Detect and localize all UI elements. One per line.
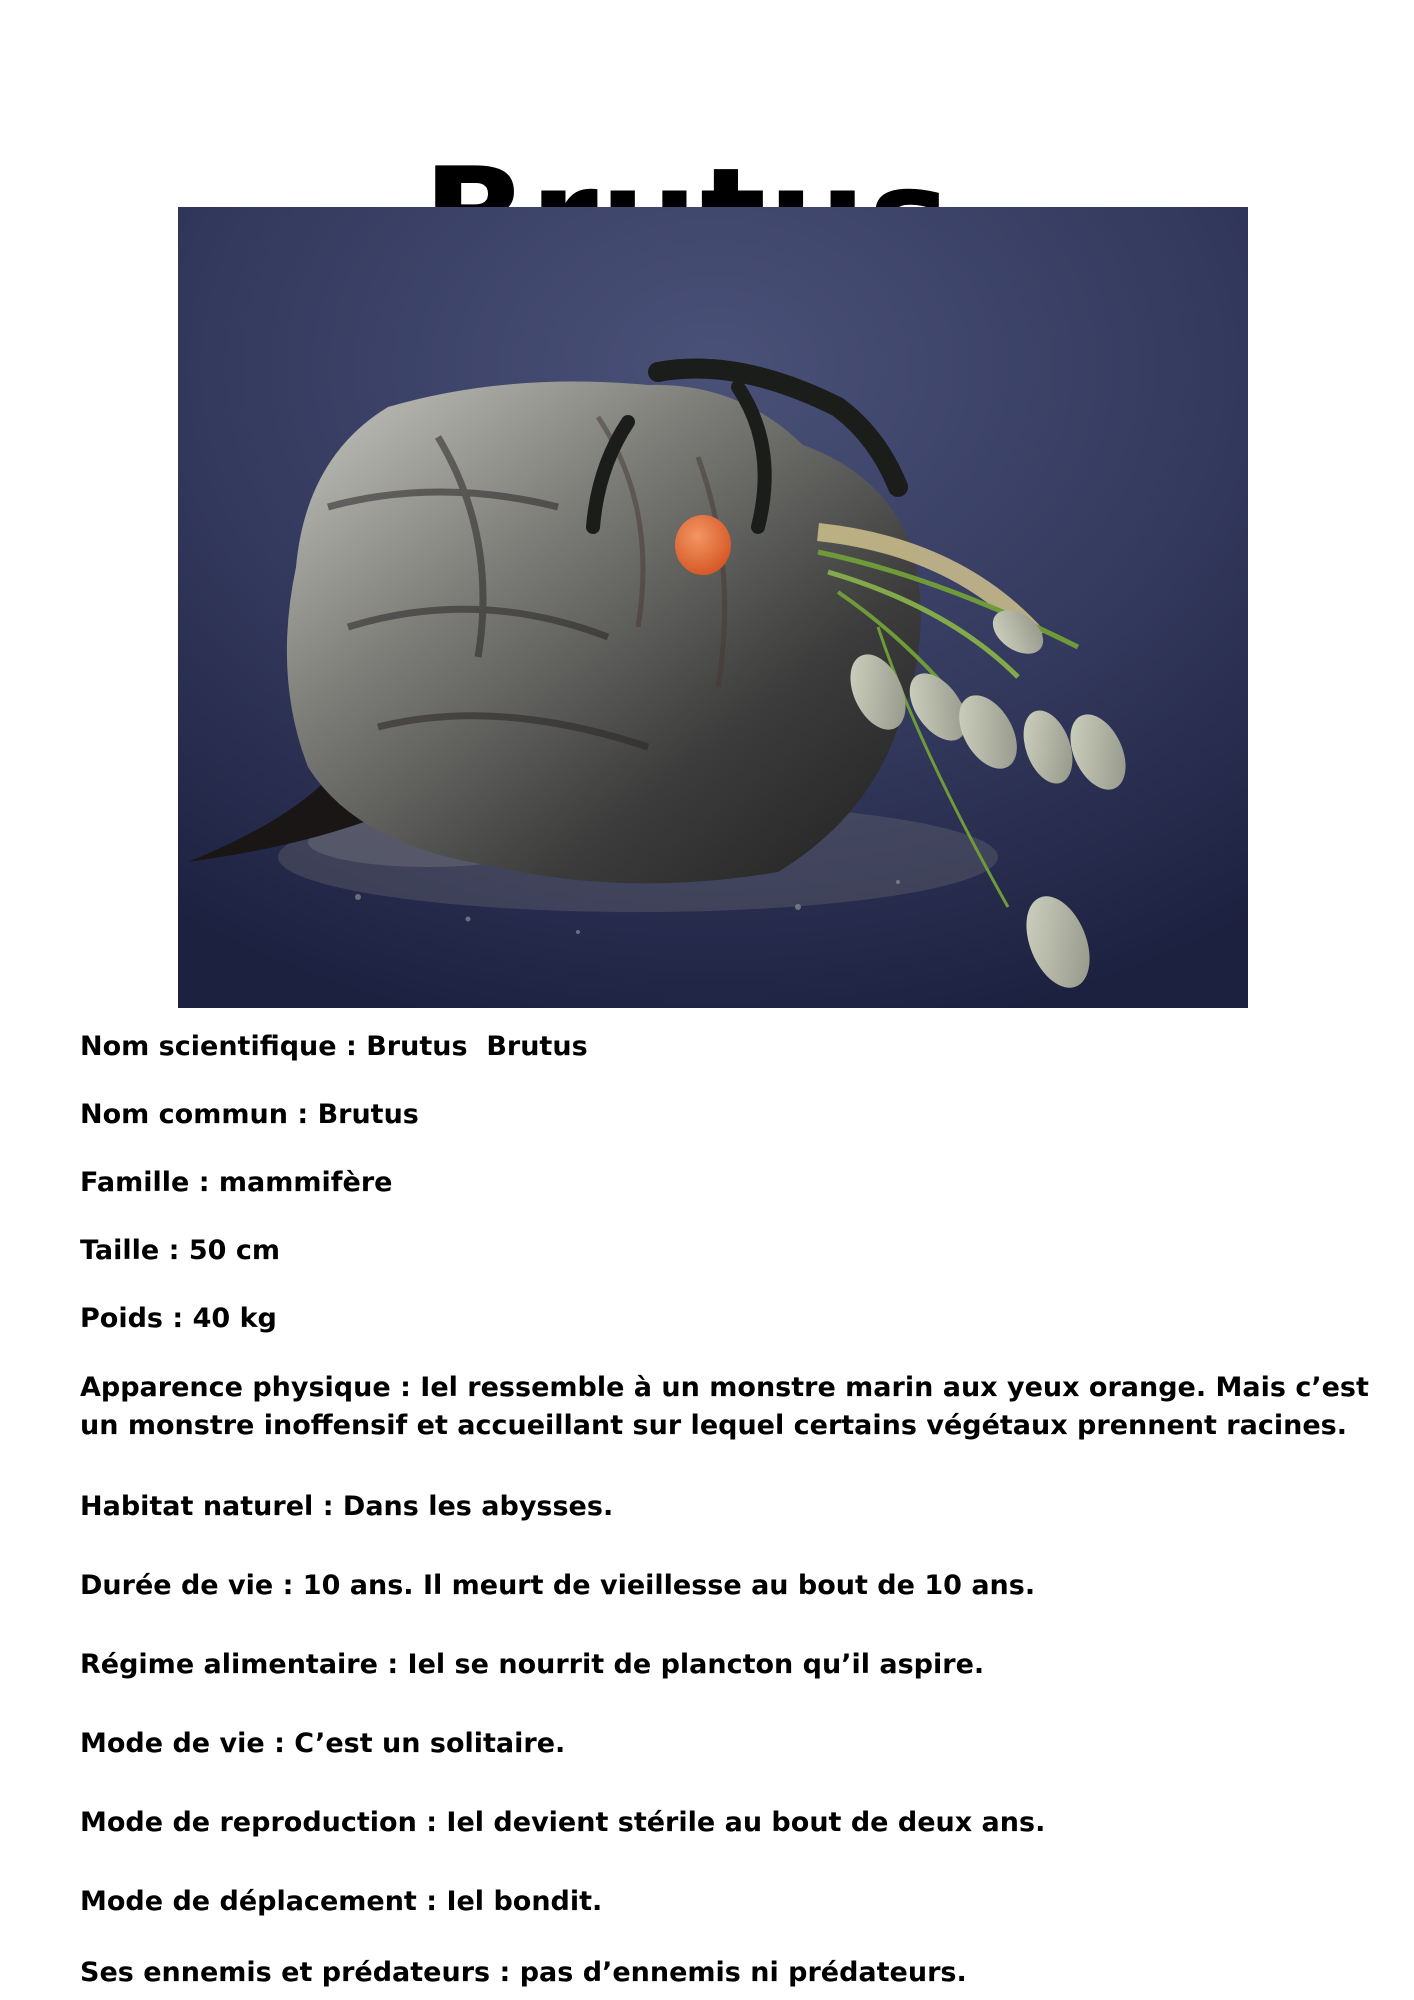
- field-value: mammifère: [218, 1167, 393, 1198]
- field-label: Mode de déplacement: [80, 1886, 417, 1917]
- field-label: Apparence physique: [80, 1372, 391, 1403]
- field-common-name: Nom commun : Brutus: [80, 1099, 419, 1130]
- field-value: Brutus Brutus: [366, 1031, 588, 1062]
- field-way-of-life: Mode de vie : C’est un solitaire.: [80, 1728, 566, 1759]
- field-label: Mode de vie: [80, 1728, 265, 1759]
- field-value: Dans les abysses.: [342, 1491, 614, 1522]
- field-label: Habitat naturel: [80, 1491, 314, 1522]
- field-value: Iel bondit.: [446, 1886, 603, 1917]
- field-habitat: Habitat naturel : Dans les abysses.: [80, 1491, 614, 1522]
- field-label: Nom commun: [80, 1099, 288, 1130]
- field-scientific-name: Nom scientifique : Brutus Brutus: [80, 1031, 588, 1062]
- field-value: 10 ans. Il meurt de vieillesse au bout de 10 ans.: [302, 1570, 1036, 1601]
- field-predators: Ses ennemis et prédateurs : pas d’ennemis ni prédateurs.: [80, 1957, 967, 1988]
- field-weight: Poids : 40 kg: [80, 1303, 277, 1334]
- field-value: 40 kg: [192, 1303, 277, 1334]
- creature-photo: [178, 207, 1248, 1008]
- field-value: Iel ressemble à un monstre marin aux yeux orange. Mais c’est un monstre inoffensif et accueillant sur lequel certains végétaux prennent racines.: [80, 1372, 1369, 1441]
- field-lifespan: Durée de vie : 10 ans. Il meurt de vieillesse au bout de 10 ans.: [80, 1570, 1036, 1601]
- field-appearance: Apparence physique : Iel ressemble à un monstre marin aux yeux orange. Mais c’est un monstre inoffensif et accueillant sur lequel certains végétaux prennent racines.: [80, 1372, 1369, 1441]
- field-label: Durée de vie: [80, 1570, 274, 1601]
- field-value: C’est un solitaire.: [294, 1728, 566, 1759]
- field-reproduction: Mode de reproduction : Iel devient stérile au bout de deux ans.: [80, 1807, 1046, 1838]
- field-label: Régime alimentaire: [80, 1649, 378, 1680]
- field-value: pas d’ennemis ni prédateurs.: [519, 1957, 967, 1988]
- field-label: Poids: [80, 1303, 163, 1334]
- field-label: Nom scientifique: [80, 1031, 337, 1062]
- field-movement: Mode de déplacement : Iel bondit.: [80, 1886, 603, 1917]
- field-size: Taille : 50 cm: [80, 1235, 280, 1266]
- field-label: Famille: [80, 1167, 190, 1198]
- field-label: Mode de reproduction: [80, 1807, 417, 1838]
- field-value: Iel devient stérile au bout de deux ans.: [446, 1807, 1046, 1838]
- field-value: Brutus: [317, 1099, 419, 1130]
- field-value: 50 cm: [188, 1235, 280, 1266]
- field-value: Iel se nourrit de plancton qu’il aspire.: [407, 1649, 985, 1680]
- field-diet: Régime alimentaire : Iel se nourrit de plancton qu’il aspire.: [80, 1649, 985, 1680]
- field-label: Ses ennemis et prédateurs: [80, 1957, 491, 1988]
- field-family: Famille : mammifère: [80, 1167, 393, 1198]
- field-label: Taille: [80, 1235, 160, 1266]
